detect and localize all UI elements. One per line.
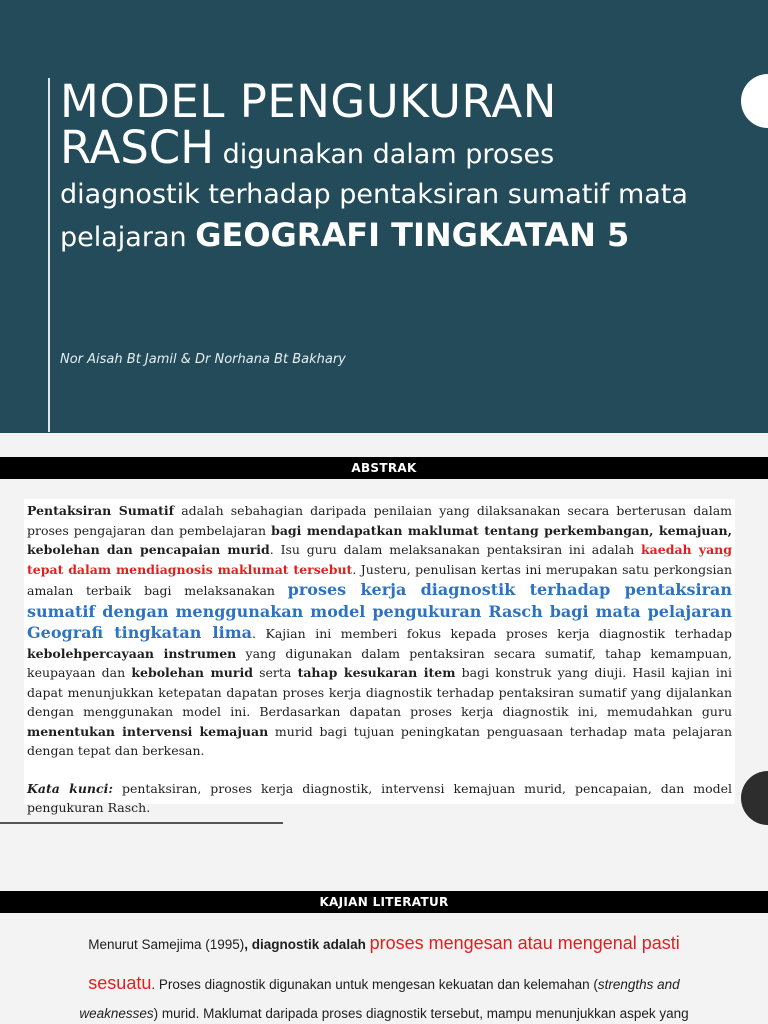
text: . Justeru, penulisan kertas ini merupakan satu perkongsian amalan terbaik bagi melaksanakan — [27, 561, 732, 598]
text-bold: kebolehpercayaan instrumen — [27, 645, 237, 661]
title-subject: GEOGRAFI TINGKATAN 5 — [195, 216, 630, 254]
literature-heading: KAJIAN LITERATUR — [0, 891, 768, 913]
text-bold: menentukan intervensi kemajuan — [27, 723, 269, 739]
text-highlight-red: proses mengesan atau mengenal pasti — [369, 933, 680, 953]
text: serta — [252, 665, 298, 680]
text: ) murid. Maklumat daripada proses diagnostik tersebut, mampu menunjukkan aspek yang — [153, 1006, 689, 1021]
title-banner — [0, 0, 768, 433]
text-bold: tahap kesukaran item — [297, 665, 456, 680]
text-highlight-red: kaedah yang tepat dalam mendiagnosis maklumat tersebut — [27, 542, 732, 577]
abstract-heading: ABSTRAK — [0, 457, 768, 479]
title-rasch: RASCH — [60, 121, 215, 174]
authors: Nor Aisah Bt Jamil & Dr Norhana Bt Bakhary — [60, 352, 346, 367]
decorative-circle-dark — [741, 771, 768, 825]
text: . Proses diagnostik digunakan untuk mengesan kekuatan dan kelemahan ( — [151, 977, 598, 992]
title-rest-1: digunakan dalam proses — [222, 139, 555, 170]
title-line-2 — [60, 121, 750, 175]
literature-line — [34, 964, 734, 1004]
page-title — [60, 76, 750, 258]
text: adalah sebahagian daripada penilaian yang dilaksanakan secara berterusan dalam proses pengajaran dan pembelajaran — [27, 503, 732, 538]
literature-text — [34, 924, 734, 1024]
keywords-text: pentaksiran, proses kerja diagnostik, intervensi kemajuan murid, pencapaian, dan model pengukuran Rasch. — [27, 780, 733, 815]
keywords-label: Kata kunci: — [27, 780, 113, 796]
divider-line — [0, 822, 283, 824]
text-bold: bagi mendapatkan maklumat tentang perkembangan, kemajuan, kebolehan dan pencapaian murid — [27, 522, 732, 557]
text-italic: weaknesses — [79, 1006, 154, 1021]
text: bagi konstruk yang diuji. Hasil kajian ini dapat menunjukkan ketepatan dapatan proses kerja diagnostik terhadap pentaksiran sumatif yang dijalankan dengan menggunakan model ini. Berdasarkan dapatan proses kerja diagnostik ini, memudahkan guru — [27, 665, 732, 719]
text: . Isu guru dalam melaksanakan pentaksiran ini adalah — [269, 542, 641, 557]
title-line-1: MODEL PENGUKURAN — [60, 75, 557, 128]
text-bold: Pentaksiran Sumatif — [27, 503, 175, 518]
text-italic: strengths and — [597, 977, 680, 992]
abstract-box — [24, 499, 735, 815]
text: murid bagi tujuan peningkatan penguasaan terhadap mata pelajaran dengan tepat dan berkesan. — [27, 723, 732, 758]
title-rest-3: pelajaran — [60, 222, 187, 253]
text: . Kajian ini memberi fokus kepada proses kerja diagnostik terhadap — [252, 626, 732, 641]
vertical-divider — [48, 78, 50, 432]
literature-line — [34, 1004, 734, 1024]
text-highlight-red: sesuatu — [88, 973, 152, 993]
title-line-3: diagnostik terhadap pentaksiran sumatif mata — [60, 179, 688, 210]
text-bold: kebolehan murid — [131, 665, 253, 680]
text-highlight-blue: proses kerja diagnostik terhadap pentaksiran sumatif dengan menggunakan model pengukuran Rasch bagi mata pelajaran Geografi tingkatan lima — [27, 580, 732, 642]
text: Menurut Samejima (1995) — [88, 937, 245, 952]
text: yang digunakan dalam pentaksiran secara sumatif, tahap kemampuan, keupayaan dan — [27, 645, 732, 680]
keywords — [27, 779, 732, 818]
literature-line — [34, 924, 734, 964]
text: , diagnostik adalah — [244, 937, 370, 952]
abstract-paragraph — [27, 501, 732, 761]
title-line-4 — [60, 215, 750, 258]
